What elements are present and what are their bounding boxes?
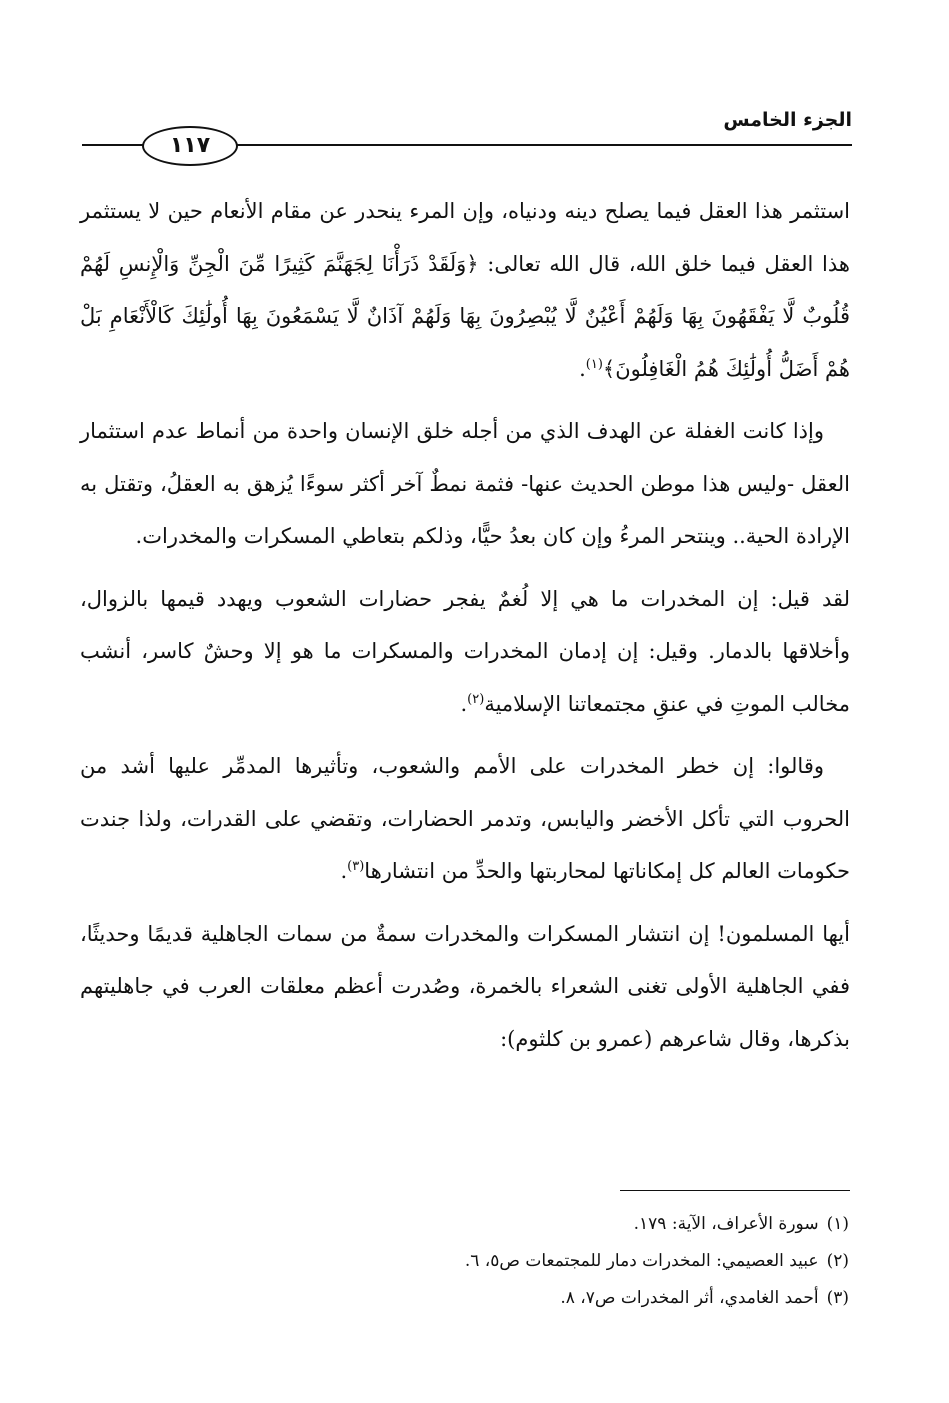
footnote-number: (١) xyxy=(826,1214,849,1234)
paragraph-3-end: . xyxy=(460,691,468,716)
paragraph-4 xyxy=(80,740,850,898)
paragraph-1-end: . xyxy=(579,356,586,381)
footnote-text: سورة الأعراف، الآية: ١٧٩. xyxy=(633,1214,819,1234)
paragraph-4-text: وقالوا: إن خطر المخدرات على الأمم والشعوب، وتأثيرها المدمِّر عليها أشد من الحروب التي تأكل الأخضر واليابس، وتدمر الحضارات، وتقضي على القدرات، ولذا جندت حكومات العالم كل إمكاناتها لمحاربتها والحدِّ من انتشارها xyxy=(80,754,850,883)
footnote-ref-2: (٢) xyxy=(467,691,485,707)
footnote-1 xyxy=(99,1206,849,1243)
footnote-2 xyxy=(99,1243,849,1280)
footnote-number: (٣) xyxy=(826,1288,849,1308)
quran-verse: ﴿وَلَقَدْ ذَرَأْنَا لِجَهَنَّمَ كَثِيرًا مِّنَ الْجِنِّ وَالْإِنسِ لَهُمْ قُلُوبٌ لَّا يَفْقَهُونَ بِهَا وَلَهُمْ أَعْيُنٌ لَّا يُبْصِرُونَ بِهَا وَلَهُمْ آذَانٌ لَّا يَسْمَعُونَ بِهَا أُولَٰئِكَ كَالْأَنْعَامِ بَلْ هُمْ أَضَلُّ أُولَٰئِكَ هُمُ الْغَافِلُونَ﴾ xyxy=(80,251,850,381)
footnote-text: أحمد الغامدي، أثر المخدرات ص٧، ٨. xyxy=(560,1288,819,1308)
paragraph-5: أيها المسلمون! إن انتشار المسكرات والمخدرات سمةٌ من سمات الجاهلية قديمًا وحديثًا، ففي الجاهلية الأولى تغنى الشعراء بالخمرة، وصُدرت أعظم معلقات العرب في جاهليتهم بذكرها، وقال شاعرهم (عمرو بن كلثوم): xyxy=(80,921,850,1051)
footnote-3 xyxy=(99,1280,849,1317)
paragraph-2: وإذا كانت الغفلة عن الهدف الذي من أجله خلق الإنسان واحدة من أنماط عدم استثمار العقل -وليس هذا موطن الحديث عنها- فثمة نمطٌ آخر أكثر سوءًا يُزهق به العقلُ، وتقتل به الإرادة الحية.. وينتحر المرءُ وإن كان بعدُ حيًّا، وذلكم بتعاطي المسكرات والمخدرات. xyxy=(80,419,850,548)
running-title: الجزء الخامس xyxy=(723,109,852,131)
main-text xyxy=(80,185,850,1075)
footnotes xyxy=(99,1206,849,1317)
page-header xyxy=(82,106,852,166)
footnote-ref-3: (٣) xyxy=(347,859,365,874)
page-number: ١١٧ xyxy=(142,126,238,166)
footnote-number: (٢) xyxy=(826,1251,849,1271)
paragraph-1-text: استثمر هذا العقل فيما يصلح دينه ودنياه، وإن المرء ينحدر عن مقام الأنعام حين لا يستثمر هذا العقل فيما خلق الله، قال الله تعالى: xyxy=(80,199,850,276)
footnote-ref-1: (١) xyxy=(585,356,603,372)
paragraph-1 xyxy=(80,185,850,395)
paragraph-3-text: لقد قيل: إن المخدرات ما هي إلا لُغمٌ يفجر حضارات الشعوب ويهدد قيمها بالزوال، وأخلاقها بالدمار. وقيل: إن إدمان المخدرات والمسكرات ما هو إلا وحشٌ كاسر، أنشب مخالب الموتِ في عنقِ مجتمعاتنا الإسلامية xyxy=(80,586,850,716)
paragraph-3 xyxy=(80,573,850,731)
paragraph-4-end: . xyxy=(340,859,348,883)
footnote-text: عبيد العصيمي: المخدرات دمار للمجتمعات ص٥، ٦. xyxy=(464,1251,819,1271)
footnote-rule xyxy=(620,1190,850,1191)
